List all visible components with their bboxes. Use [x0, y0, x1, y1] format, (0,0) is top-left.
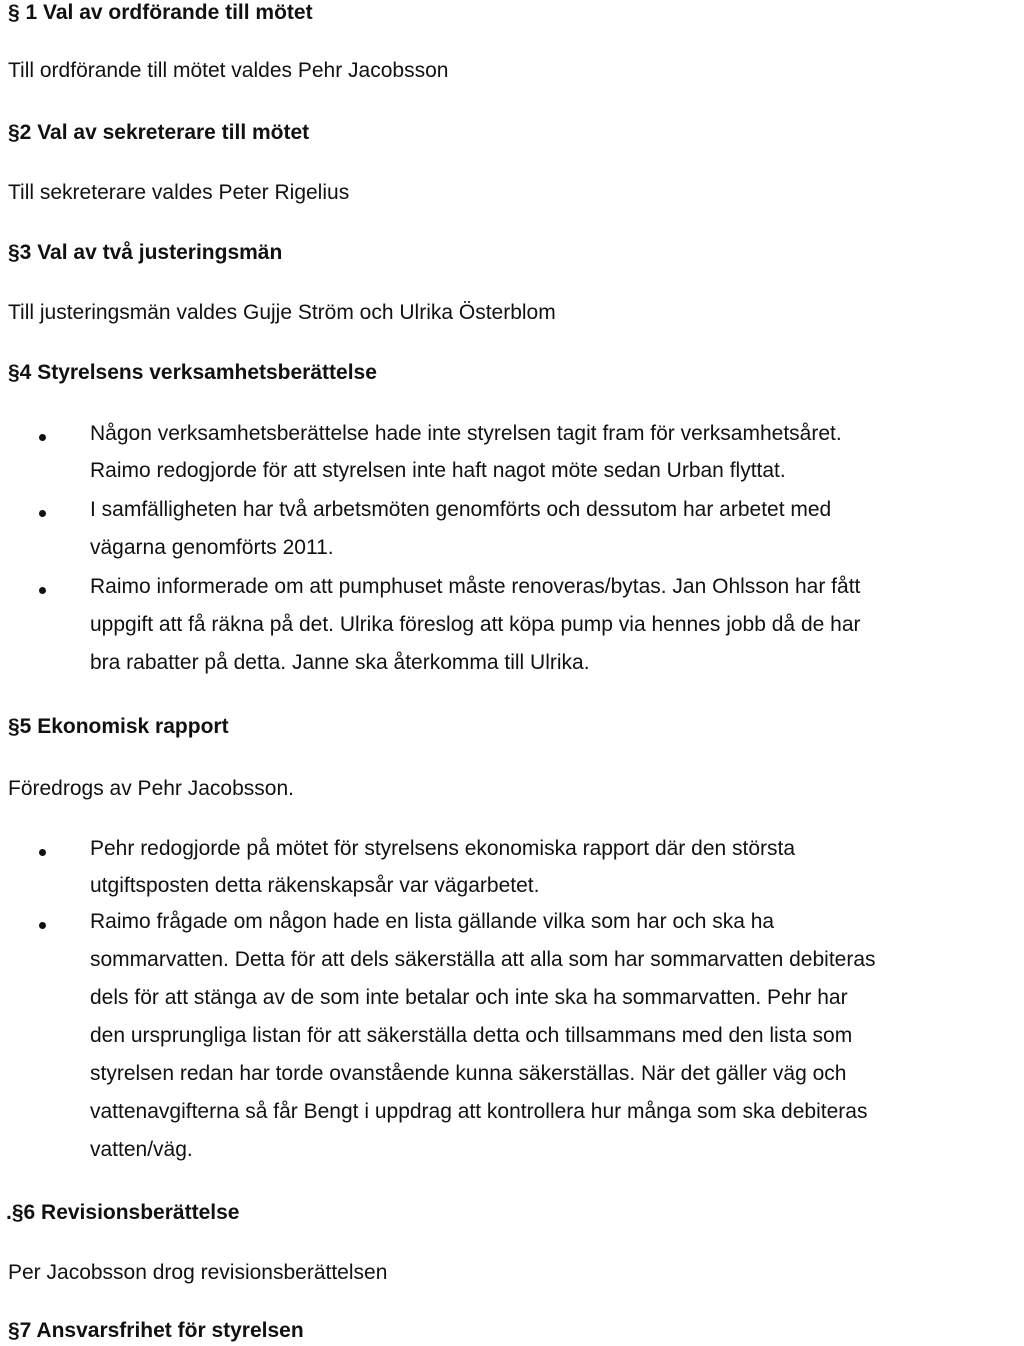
bullet-line: bra rabatter på detta. Janne ska återkomma till Ulrika. — [90, 651, 590, 674]
bullet-line: I samfälligheten har två arbetsmöten genomförts och dessutom har arbetet med — [90, 498, 832, 521]
section-2-heading: §2 Val av sekreterare till mötet — [8, 121, 310, 144]
section-5-body: Föredrogs av Pehr Jacobsson. — [8, 777, 294, 800]
bullet-line: Raimo redogjorde för att styrelsen inte haft nagot möte sedan Urban flyttat. — [90, 459, 786, 482]
bullet-line: utgiftsposten detta räkenskapsår var vägarbetet. — [90, 874, 540, 897]
bullet-line: vattenavgifterna så får Bengt i uppdrag att kontrollera hur många som ska debiteras — [90, 1100, 868, 1123]
section-2-body: Till sekreterare valdes Peter Rigelius — [8, 181, 350, 204]
bullet-line: vatten/väg. — [90, 1138, 193, 1161]
section-6-heading: .§6 Revisionsberättelse — [6, 1201, 240, 1224]
bullet-line: den ursprungliga listan för att säkerställa detta och tillsammans med den lista som — [90, 1024, 853, 1047]
bullet-dot — [39, 510, 46, 517]
bullet-dot — [39, 922, 46, 929]
bullet-line: Pehr redogjorde på mötet för styrelsens ekonomiska rapport där den största — [90, 837, 796, 860]
section-7-heading: §7 Ansvarsfrihet för styrelsen — [8, 1319, 304, 1342]
section-1-body: Till ordförande till mötet valdes Pehr Jacobsson — [8, 59, 449, 82]
section-6-body: Per Jacobsson drog revisionsberättelsen — [8, 1261, 388, 1284]
bullet-line: Raimo informerade om att pumphuset måste renoveras/bytas. Jan Ohlsson har fått — [90, 575, 861, 598]
bullet-line: vägarna genomförts 2011. — [90, 536, 334, 559]
bullet-line: styrelsen redan har torde ovanstående kunna säkerställas. När det gäller väg och — [90, 1062, 847, 1085]
bullet-line: uppgift att få räkna på det. Ulrika föreslog att köpa pump via hennes jobb då de har — [90, 613, 861, 636]
bullet-dot — [39, 849, 46, 856]
bullet-line: dels för att stänga av de som inte betalar och inte ska ha sommarvatten. Pehr har — [90, 986, 848, 1009]
bullet-line: sommarvatten. Detta för att dels säkerställa att alla som har sommarvatten debiteras — [90, 948, 876, 971]
bullet-dot — [39, 434, 46, 441]
section-4-heading: §4 Styrelsens verksamhetsberättelse — [8, 361, 377, 384]
section-3-heading: §3 Val av två justeringsmän — [8, 241, 283, 264]
section-1-heading: § 1 Val av ordförande till mötet — [8, 1, 313, 24]
section-5-heading: §5 Ekonomisk rapport — [8, 715, 229, 738]
bullet-line: Raimo frågade om någon hade en lista gällande vilka som har och ska ha — [90, 910, 775, 933]
bullet-line: Någon verksamhetsberättelse hade inte styrelsen tagit fram för verksamhetsåret. — [90, 422, 842, 445]
bullet-dot — [39, 587, 46, 594]
section-3-body: Till justeringsmän valdes Gujje Ström och Ulrika Österblom — [8, 301, 556, 324]
